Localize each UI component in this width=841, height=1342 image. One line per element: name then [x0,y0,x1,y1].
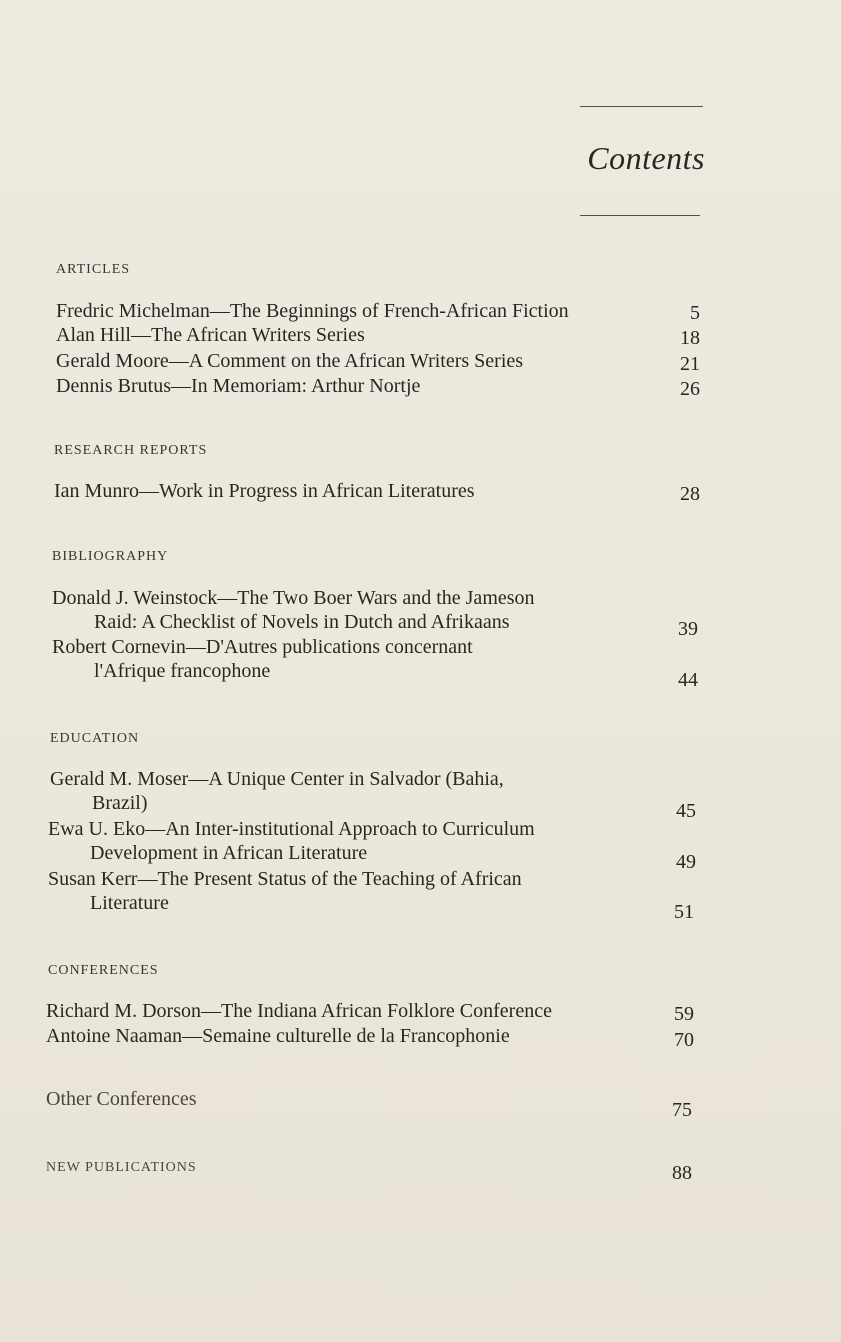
entry-title: —The Present Status of the Teaching of African [137,868,522,890]
entry-page-number: 59 [674,1003,694,1025]
other-conferences-entry[interactable]: Other Conferences [46,1088,197,1110]
entry-title: —The Two Boer Wars and the Jameson [217,587,535,609]
toc-entry[interactable] [54,479,475,503]
toc-entry[interactable] [50,767,504,815]
entry-author: Ian Munro [54,480,139,502]
entry-page-number: 28 [680,483,700,505]
entry-title: —A Unique Center in Salvador (Bahia, [188,768,504,790]
entry-title: —The Beginnings of French-African Fiction [209,300,569,322]
entry-page-number: 21 [680,353,700,375]
section-heading-new-publications[interactable]: NEW PUBLICATIONS [46,1160,197,1175]
entry-title: —Work in Progress in African Literatures [138,480,475,502]
toc-entry[interactable] [52,586,535,634]
entry-page-number: 70 [674,1029,694,1051]
entry-page-number: 45 [676,800,696,822]
top-rule [580,106,703,107]
entry-page-number: 26 [680,378,700,400]
entry-author: Alan Hill [56,324,131,346]
entry-author: Richard M. Dorson [46,1000,201,1022]
entry-title: —An Inter-institutional Approach to Curriculum [145,818,535,840]
toc-entry[interactable] [48,867,522,915]
entry-title-continued: Development in African Literature [90,842,368,864]
entry-author: Susan Kerr [48,868,138,890]
toc-entry[interactable] [46,999,552,1023]
entry-title: —The Indiana African Folklore Conference [200,1000,552,1022]
entry-title: —A Comment on the African Writers Series [168,350,524,372]
entry-page-number: 88 [672,1162,692,1184]
entry-page-number: 51 [674,901,694,923]
bottom-rule [580,215,700,216]
entry-title-continued: Brazil) [92,792,148,814]
entry-title-continued: l'Afrique francophone [94,660,271,682]
entry-author: Donald J. Weinstock [52,587,218,609]
section-heading-conferences: CONFERENCES [48,963,159,978]
toc-entry[interactable] [56,323,365,347]
entry-author: Fredric Michelman [56,300,210,322]
entry-author: Ewa U. Eko [48,818,146,840]
entry-page-number: 49 [676,851,696,873]
entry-page-number: 75 [672,1099,692,1121]
entry-title-continued: Literature [90,892,169,914]
entry-author: Gerald M. Moser [50,768,189,790]
entry-page-number: 5 [690,302,700,324]
section-heading-education: EDUCATION [50,731,140,746]
entry-page-number: 18 [680,327,700,349]
section-heading-research-reports: RESEARCH REPORTS [54,443,208,458]
toc-entry[interactable] [48,817,535,865]
entry-page-number: 39 [678,618,698,640]
toc-entry[interactable] [56,374,420,398]
entry-page-number: 44 [678,669,698,691]
toc-entry[interactable] [52,635,473,683]
section-heading-bibliography: BIBLIOGRAPHY [52,549,169,564]
entry-title: —In Memoriam: Arthur Nortje [171,375,421,397]
entry-title-continued: Raid: A Checklist of Novels in Dutch and Afrikaans [94,611,510,633]
entry-author: Gerald Moore [56,350,169,372]
section-heading-articles: ARTICLES [56,262,131,277]
toc-entry[interactable] [56,299,569,323]
entry-author: Dennis Brutus [56,375,171,397]
entry-author: Robert Cornevin [52,636,186,658]
entry-author: Antoine Naaman [46,1025,183,1047]
page-title: Contents [587,140,705,176]
entry-title: —The African Writers Series [131,324,365,346]
entry-title: —Semaine culturelle de la Francophonie [182,1025,510,1047]
entry-title: —D'Autres publications concernant [185,636,473,658]
toc-entry[interactable] [46,1024,510,1048]
toc-entry[interactable] [56,349,523,373]
